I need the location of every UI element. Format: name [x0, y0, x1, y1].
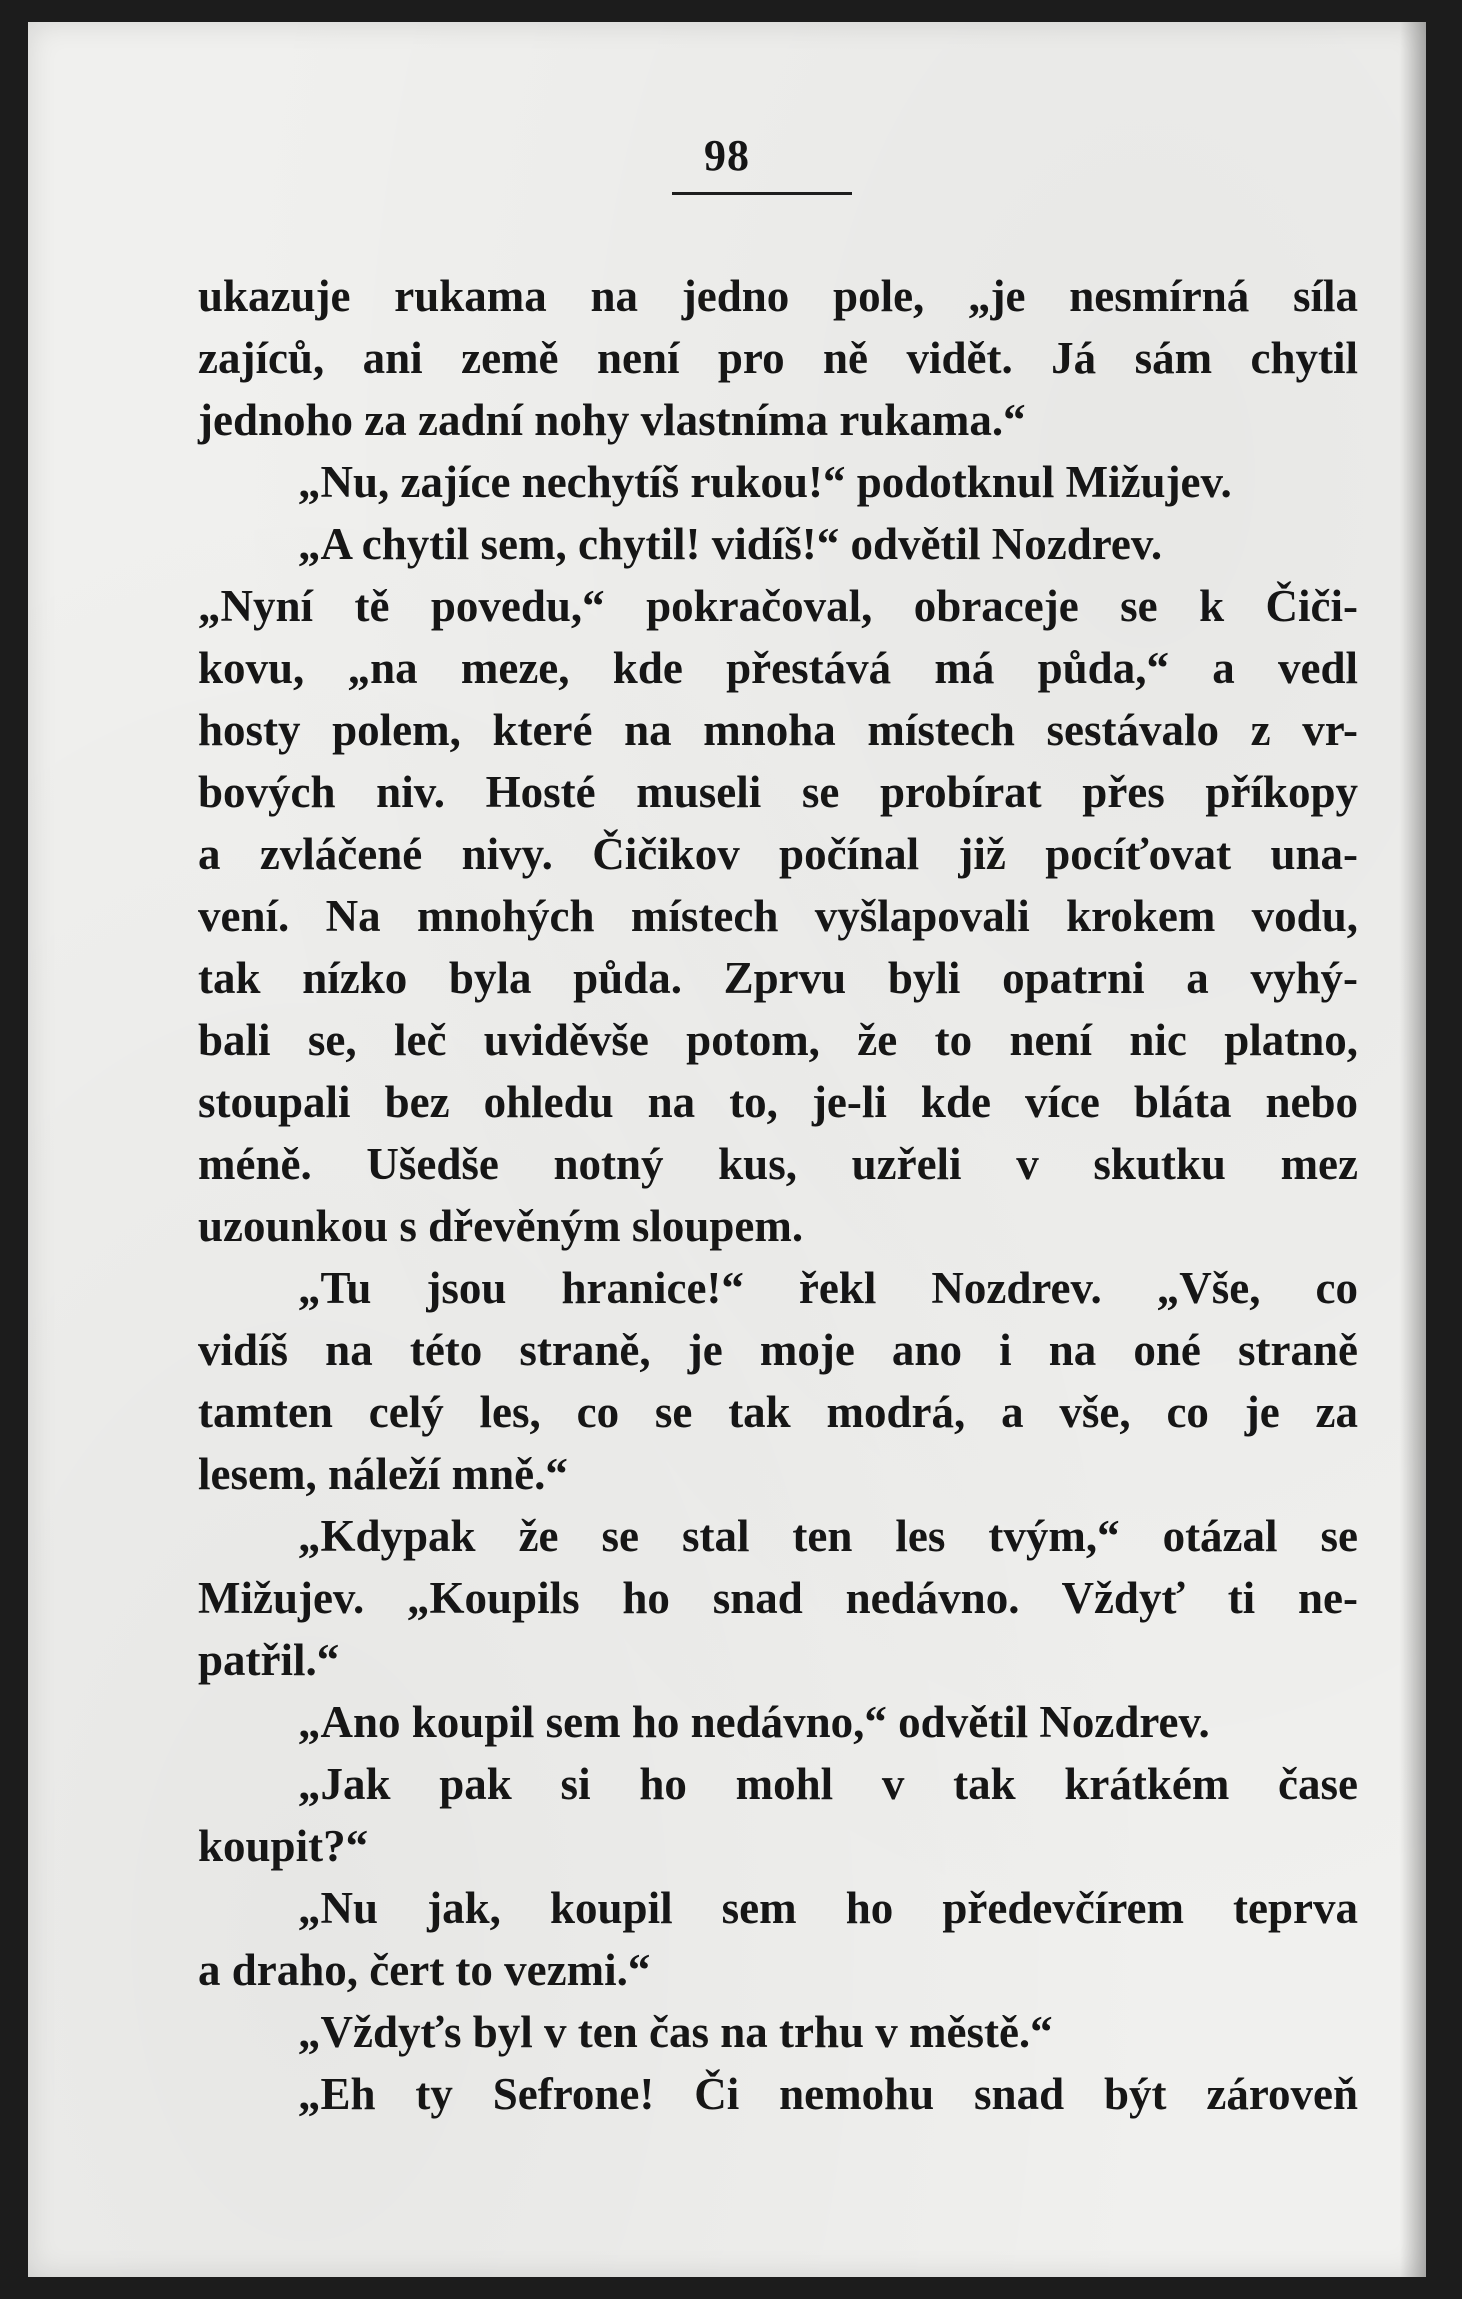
text-line: lesem, náleží mně.“ — [198, 1449, 568, 1499]
book-page — [28, 22, 1426, 2277]
text-line: vidíš na této straně, je moje ano i na oné straně — [198, 1325, 1358, 1375]
text-line: vení. Na mnohých místech vyšlapovali krokem vodu, — [198, 891, 1358, 941]
text-line: „Nu jak, koupil sem ho předevčírem teprva — [298, 1883, 1358, 1933]
text-line: Mižujev. „Koupils ho snad nedávno. Vždyť ti ne- — [198, 1573, 1358, 1623]
text-line: zajíců, ani země není pro ně vidět. Já sám chytil — [198, 333, 1358, 383]
body-text — [198, 265, 1358, 2125]
text-line: „Nyní tě povedu,“ pokračoval, obraceje se k Čiči- — [198, 581, 1358, 631]
text-line: „Nu, zajíce nechytíš rukou!“ podotknul Mižujev. — [298, 457, 1232, 507]
text-line: koupit?“ — [198, 1821, 369, 1871]
text-line: bových niv. Hosté museli se probírat přes příkopy — [198, 767, 1358, 817]
text-line: jednoho za zadní nohy vlastníma rukama.“ — [198, 395, 1026, 445]
text-line: stoupali bez ohledu na to, je-li kde více bláta nebo — [198, 1077, 1358, 1127]
text-line: „Tu jsou hranice!“ řekl Nozdrev. „Vše, co — [298, 1263, 1358, 1313]
text-line: ukazuje rukama na jedno pole, „je nesmírná síla — [198, 271, 1358, 321]
text-line: „Kdypak že se stal ten les tvým,“ otázal se — [298, 1511, 1358, 1561]
page-number: 98 — [704, 131, 750, 180]
text-line: „Eh ty Sefrone! Či nemohu snad být zároveň — [298, 2069, 1358, 2119]
text-line: „A chytil sem, chytil! vidíš!“ odvětil Nozdrev. — [298, 519, 1163, 569]
text-line: a zvláčené nivy. Čičikov počínal již pocíťovat una- — [198, 829, 1358, 879]
text-line: bali se, leč uviděvše potom, že to není nic platno, — [198, 1015, 1358, 1065]
text-line: uzounkou s dřevěným sloupem. — [198, 1201, 804, 1251]
page-number-rule — [672, 192, 852, 195]
text-line: hosty polem, které na mnoha místech sestávalo z vr- — [198, 705, 1358, 755]
text-line: „Ano koupil sem ho nedávno,“ odvětil Nozdrev. — [298, 1697, 1210, 1747]
text-line: patřil.“ — [198, 1635, 340, 1685]
text-line: tak nízko byla půda. Zprvu byli opatrni a vyhý- — [198, 953, 1358, 1003]
text-line: a draho, čert to vezmi.“ — [198, 1945, 651, 1995]
text-line: tamten celý les, co se tak modrá, a vše, co je za — [198, 1387, 1358, 1437]
text-line: „Vždyťs byl v ten čas na trhu v městě.“ — [298, 2007, 1053, 2057]
text-line: „Jak pak si ho mohl v tak krátkém čase — [298, 1759, 1358, 1809]
text-line: méně. Ušedše notný kus, uzřeli v skutku mez — [198, 1139, 1358, 1189]
text-line: kovu, „na meze, kde přestává má půda,“ a vedl — [198, 643, 1358, 693]
spine-shadow — [1400, 22, 1426, 2277]
